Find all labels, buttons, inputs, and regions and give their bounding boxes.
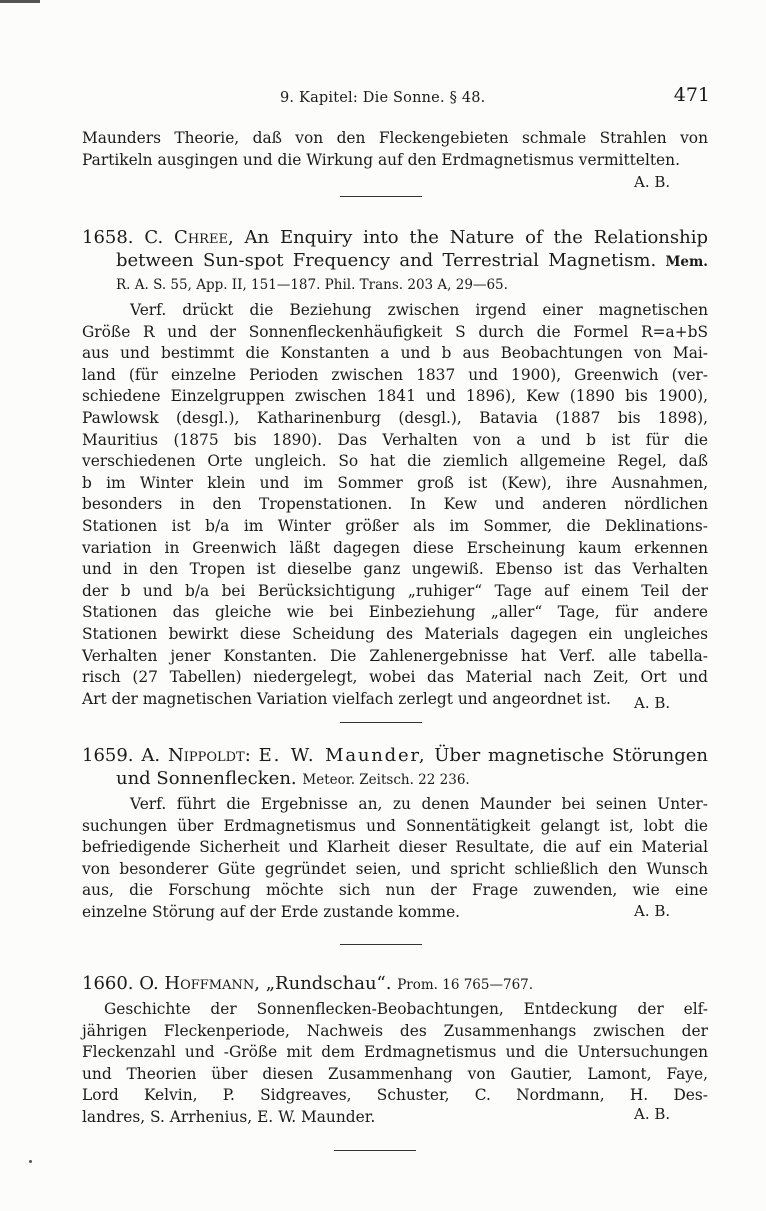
scan-speck (29, 1160, 32, 1163)
text-line: Pawlowsk (desgl.), Katharinenburg (desgl.), Batavia (1887 bis 1898), (82, 408, 708, 427)
text-line: jährigen Fleckenperiode, Nachweis des Zusammenhangs zwischen der (82, 1021, 708, 1040)
text-line: risch (27 Tabellen) niedergelegt, wobei das Material nach Zeit, Ort und (82, 668, 708, 687)
signature: A. B. (634, 902, 671, 920)
signature: A. B. (634, 694, 671, 712)
text-line: einzelne Störung auf der Erde zustande komme. (82, 902, 461, 921)
entry-body (82, 300, 708, 710)
text-line: variation in Greenwich läßt dagegen diese Erscheinung kaum erkennen (82, 538, 708, 557)
entry-title: between Sun-spot Frequency and Terrestrial Magnetism. (116, 250, 657, 271)
entry-body (82, 794, 708, 924)
text-line: Art der magnetischen Variation vielfach zerlegt und angeordnet ist. (82, 689, 611, 708)
entry-title: „Rundschau“. (265, 973, 392, 994)
text-line: Verf. führt die Ergebnisse an, zu denen Maunder bei seinen Unter- (130, 795, 708, 813)
entry-heading (82, 744, 708, 767)
text-line: Geschichte der Sonnenflecken-Beobachtungen, Entdeckung der elf- (104, 1000, 708, 1018)
signature: A. B. (634, 1105, 671, 1123)
entry-number: 1658. (82, 227, 134, 248)
entry-title: Über magnetische Störungen (434, 745, 708, 766)
running-head: 9. Kapitel: Die Sonne. § 48. (280, 90, 486, 106)
text-line: verschiedenen Orte ungleich. So hat die ziemlich allgemeine Regel, daß (82, 452, 708, 471)
text-line: Partikeln ausgingen und die Wirkung auf den Erdmagnetismus vermittelten. (82, 150, 680, 169)
text-line: besonders in den Tropenstationen. In Kew und anderen nördlichen (82, 495, 708, 514)
text-line: Lord Kelvin, P. Sidgreaves, Schuster, C. Nordmann, H. Des- (82, 1086, 708, 1105)
entry-1659 (82, 744, 708, 924)
entry-1658 (82, 226, 708, 710)
text-line: landres, S. Arrhenius, E. W. Maunder. (82, 1107, 376, 1126)
text-line: b im Winter klein und im Sommer groß ist (Kew), ihre Ausnahmen, (82, 473, 708, 492)
entry-continuation (82, 128, 708, 171)
text-line: aus, die Forschung möchte sich nun der Frage zuwenden, wie eine (82, 881, 708, 900)
text-line: Größe R und der Sonnenfleckenhäufigkeit S durch die Formel R=a+bS (82, 322, 708, 341)
entry-title: An Enquiry into the Nature of the Relationship (244, 227, 708, 248)
entry-body (82, 999, 708, 1129)
entry-source: Meteor. Zeitsch. 22 236. (302, 772, 470, 788)
text-line: und Theorien über diesen Zusammenhang von Gautier, Lamont, Faye, (82, 1064, 708, 1083)
entry-heading-cont (82, 767, 708, 792)
entry-source: Prom. 16 765—767. (397, 977, 534, 993)
entry-heading (82, 972, 708, 997)
text-line: aus und bestimmt die Konstanten a und b aus Beobachtungen von Mai- (82, 344, 708, 363)
entry-1660 (82, 972, 708, 1129)
text-line: Verhalten jener Konstanten. Die Zahlenergebnisse hat Verf. alle tabella- (82, 646, 708, 665)
text-line: Fleckenzahl und -Größe mit dem Erdmagnetismus und die Untersuchungen (82, 1043, 708, 1062)
entry-title: und Sonnenflecken. (116, 768, 297, 789)
entry-author: O. Hoffmann, (139, 973, 260, 994)
separator-rule (340, 196, 422, 197)
text-line: Stationen ist b/a im Winter größer als im Sommer, die Deklinations- (82, 516, 708, 535)
text-line: von besonderer Güte gegründet seien, und spricht schließlich den Wunsch (82, 859, 708, 878)
text-line: schiedene Einzelgruppen zwischen 1841 und 1896), Kew (1890 bis 1900), (82, 387, 708, 406)
scan-corner-mark (0, 0, 40, 3)
entry-subject: E. W. Maunder, (258, 745, 427, 766)
entry-heading-cont (82, 249, 708, 274)
text-line: befriedigende Sicherheit und Klarheit dieser Resultate, die auf ein Material (82, 838, 708, 857)
entry-source-line: R. A. S. 55, App. II, 151—187. Phil. Trans. 203 A, 29—65. (116, 277, 508, 293)
entry-number: 1659. (82, 745, 134, 766)
page-number: 471 (673, 84, 710, 106)
signature: A. B. (634, 173, 671, 191)
page-header (80, 82, 710, 112)
entry-source: Mem. (665, 254, 708, 270)
text-line: land (für einzelne Perioden zwischen 1837 und 1900), Greenwich (ver- (82, 365, 708, 384)
entry-number: 1660. (82, 973, 134, 994)
entry-author: A. Nippoldt: (141, 745, 251, 766)
text-line: Verf. drückt die Beziehung zwischen irgend einer magnetischen (130, 301, 708, 319)
text-line: Stationen bewirkt diese Scheidung des Materials dagegen ein ungleiches (82, 624, 708, 643)
text-line: suchungen über Erdmagnetismus und Sonnentätigkeit gelangt ist, lobt die (82, 816, 708, 835)
text-line: Mauritius (1875 bis 1890). Das Verhalten von a und b ist für die (82, 430, 708, 449)
separator-rule (334, 1150, 416, 1151)
entry-author: C. Chree, (144, 227, 234, 248)
text-line: und in den Tropen ist dieselbe ganz ungewiß. Ebenso ist das Verhalten (82, 560, 708, 579)
separator-rule (340, 944, 422, 945)
separator-rule (340, 722, 422, 723)
text-line: Maunders Theorie, daß von den Fleckengebieten schmale Strahlen von (82, 129, 708, 147)
text-line: der b und b/a bei Berücksichtigung „ruhiger“ Tage auf einem Teil der (82, 581, 708, 600)
text-line: Stationen das gleiche wie bei Einbeziehung „aller“ Tage, für andere (82, 603, 708, 622)
entry-heading (82, 226, 708, 249)
